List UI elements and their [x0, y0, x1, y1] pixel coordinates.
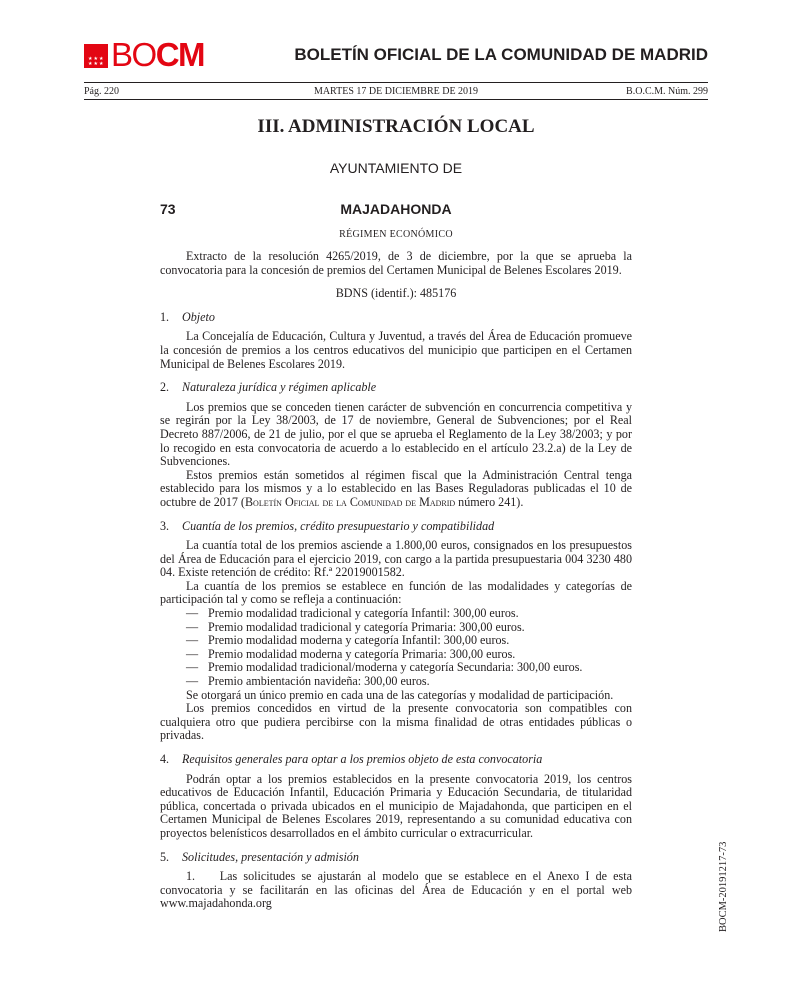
header-rule-bottom — [84, 99, 708, 100]
section-title-text: Naturaleza jurídica y régimen aplicable — [182, 380, 377, 395]
document-code: BOCM-20191217-73 — [718, 841, 729, 932]
document-body — [160, 249, 636, 911]
paragraph-text: número 241). — [455, 494, 524, 509]
issue-number: B.O.C.M. Núm. 299 — [626, 86, 708, 97]
list-item-text: Premio modalidad moderna y categoría Primaria: 300,00 euros. — [208, 646, 516, 661]
list-item — [160, 661, 632, 675]
paragraph — [160, 469, 632, 510]
intro-paragraph: Extracto de la resolución 4265/2019, de 3 de diciembre, por la que se aprueba la convocatoria para la concesión de premios del Certamen Municipal de Belenes Escolares 2019. — [160, 249, 632, 277]
section-title — [160, 520, 632, 534]
list-item — [160, 634, 632, 648]
section-number: 4. — [160, 752, 170, 766]
list-item — [160, 675, 632, 689]
section-number: 2. — [160, 380, 170, 395]
list-item-text: Premio modalidad tradicional y categoría Primaria: 300,00 euros. — [208, 619, 525, 634]
bocm-logo — [111, 37, 204, 73]
dash-bullet: — — [186, 674, 199, 689]
logo-bo: BO — [111, 36, 156, 73]
bulletin-title: BOLETÍN OFICIAL DE LA COMUNIDAD DE MADRID — [294, 45, 708, 64]
comunidad-madrid-flag-icon: ★ ★ ★ ★ ★ ★ — [84, 44, 108, 68]
section-number: 1. — [160, 309, 170, 324]
list-item — [160, 648, 632, 662]
section-title-text: Solicitudes, presentación y admisión — [182, 849, 359, 864]
municipality-name: MAJADAHONDA — [340, 201, 452, 217]
regime-label: RÉGIMEN ECONÓMICO — [339, 229, 453, 240]
paragraph: La cuantía de los premios se establece en función de las modalidades y categorías de participación tal y como se refleja a continuación: — [160, 578, 632, 607]
paragraph: Podrán optar a los premios establecidos en la presente convocatoria 2019, los centros educativos de Educación Infantil, Educación Primaria y Educación Secundaria, de titularidad pública, concertada o privada ubicados en el municipio de Majadahonda, que participen en el Certamen Municipal de Belenes Escolares 2019, representando a su comunidad educativa con proyectos belenísticos desarrollados en el ámbito curricular o extracurricular. — [160, 771, 632, 840]
dash-bullet: — — [186, 660, 199, 675]
meta-row — [84, 86, 708, 100]
section-title-text: Cuantía de los premios, crédito presupuestario y compatibilidad — [182, 518, 495, 533]
section-title-text: Requisitos generales para optar a los premios objeto de esta convocatoria — [182, 752, 543, 766]
section-heading: III. ADMINISTRACIÓN LOCAL — [257, 116, 535, 137]
section-title — [160, 753, 632, 767]
section-title-text: Objeto — [182, 309, 215, 324]
paragraph-text: Estos premios están sometidos al régimen fiscal que la Administración Central tenga establecido para los mismos y a lo establecido en las Bases Reguladoras publicadas el 10 de octubre de 2017 ( — [160, 467, 632, 509]
list-item-text: Premio ambientación navideña: 300,00 euros. — [208, 674, 430, 689]
dash-bullet: — — [186, 633, 199, 648]
section-number: 5. — [160, 849, 170, 864]
dash-bullet: — — [186, 619, 199, 634]
list-item-text: Premio modalidad moderna y categoría Infantil: 300,00 euros. — [208, 633, 510, 648]
bdns-identifier: BDNS (identif.): 485176 — [335, 286, 457, 301]
paragraph: 1. Las solicitudes se ajustarán al modelo que se establece en el Anexo I de esta convocatoria y se facilitarán en las oficinas del Área de Educación y en el portal web www.majadahonda.org — [160, 869, 636, 911]
list-item — [160, 607, 632, 621]
page-header — [84, 36, 708, 80]
list-item-text: Premio modalidad tradicional y categoría Infantil: 300,00 euros. — [208, 606, 519, 621]
page-number: Pág. 220 — [84, 86, 119, 97]
section-title — [160, 381, 632, 395]
section-number: 3. — [160, 518, 170, 533]
paragraph: Los premios concedidos en virtud de la presente convocatoria son compatibles con cualquiera otro que pudiera percibirse con la misma finalidad de otras entidades públicas o privadas. — [160, 701, 632, 743]
paragraph: Se otorgará un único premio en cada una de las categorías y modalidad de participación. — [186, 687, 614, 702]
section-title — [160, 851, 632, 865]
paragraph: La Concejalía de Educación, Cultura y Juventud, a través del Área de Educación promueve la concesión de premios a los centros educativos del municipio que participen en el Certamen Municipal de Belenes Escolares 2019. — [160, 329, 632, 371]
bulletin-name-reference: Boletín Oficial de la Comunidad de Madrid — [244, 494, 456, 509]
section-title — [160, 311, 632, 325]
entry-number: 73 — [160, 201, 176, 217]
header-rule-top — [84, 82, 708, 83]
dash-bullet: — — [186, 606, 199, 621]
list-item-text: Premio modalidad tradicional/moderna y categoría Secundaria: 300,00 euros. — [208, 660, 583, 675]
paragraph: La cuantía total de los premios asciende a 1.800,00 euros, consignados en los presupuestos del Área de Educación para el ejercicio 2019, con cargo a la partida presupuestaria 004 3230 480 04. Existe retención de crédito: Rf.ª 22019001582. — [160, 538, 632, 580]
paragraph: Los premios que se conceden tienen carácter de subvención en concurrencia competitiva y se regirán por la Ley 38/2003, de 17 de noviembre, General de Subvenciones; por el Real Decreto 887/2006, de 21 de julio, por el que se aprueba el Reglamento de la Ley 38/2003; y por lo recogido en esta convocatoria de acuerdo a lo establecido en el artículo 23.2.a) de la Ley de Subvenciones. — [160, 399, 632, 469]
list-item — [160, 621, 632, 635]
logo-cm: CM — [155, 36, 205, 73]
dash-bullet: — — [186, 646, 199, 661]
issue-date: MARTES 17 DE DICIEMBRE DE 2019 — [313, 86, 479, 97]
ayuntamiento-label: AYUNTAMIENTO DE — [329, 160, 463, 176]
